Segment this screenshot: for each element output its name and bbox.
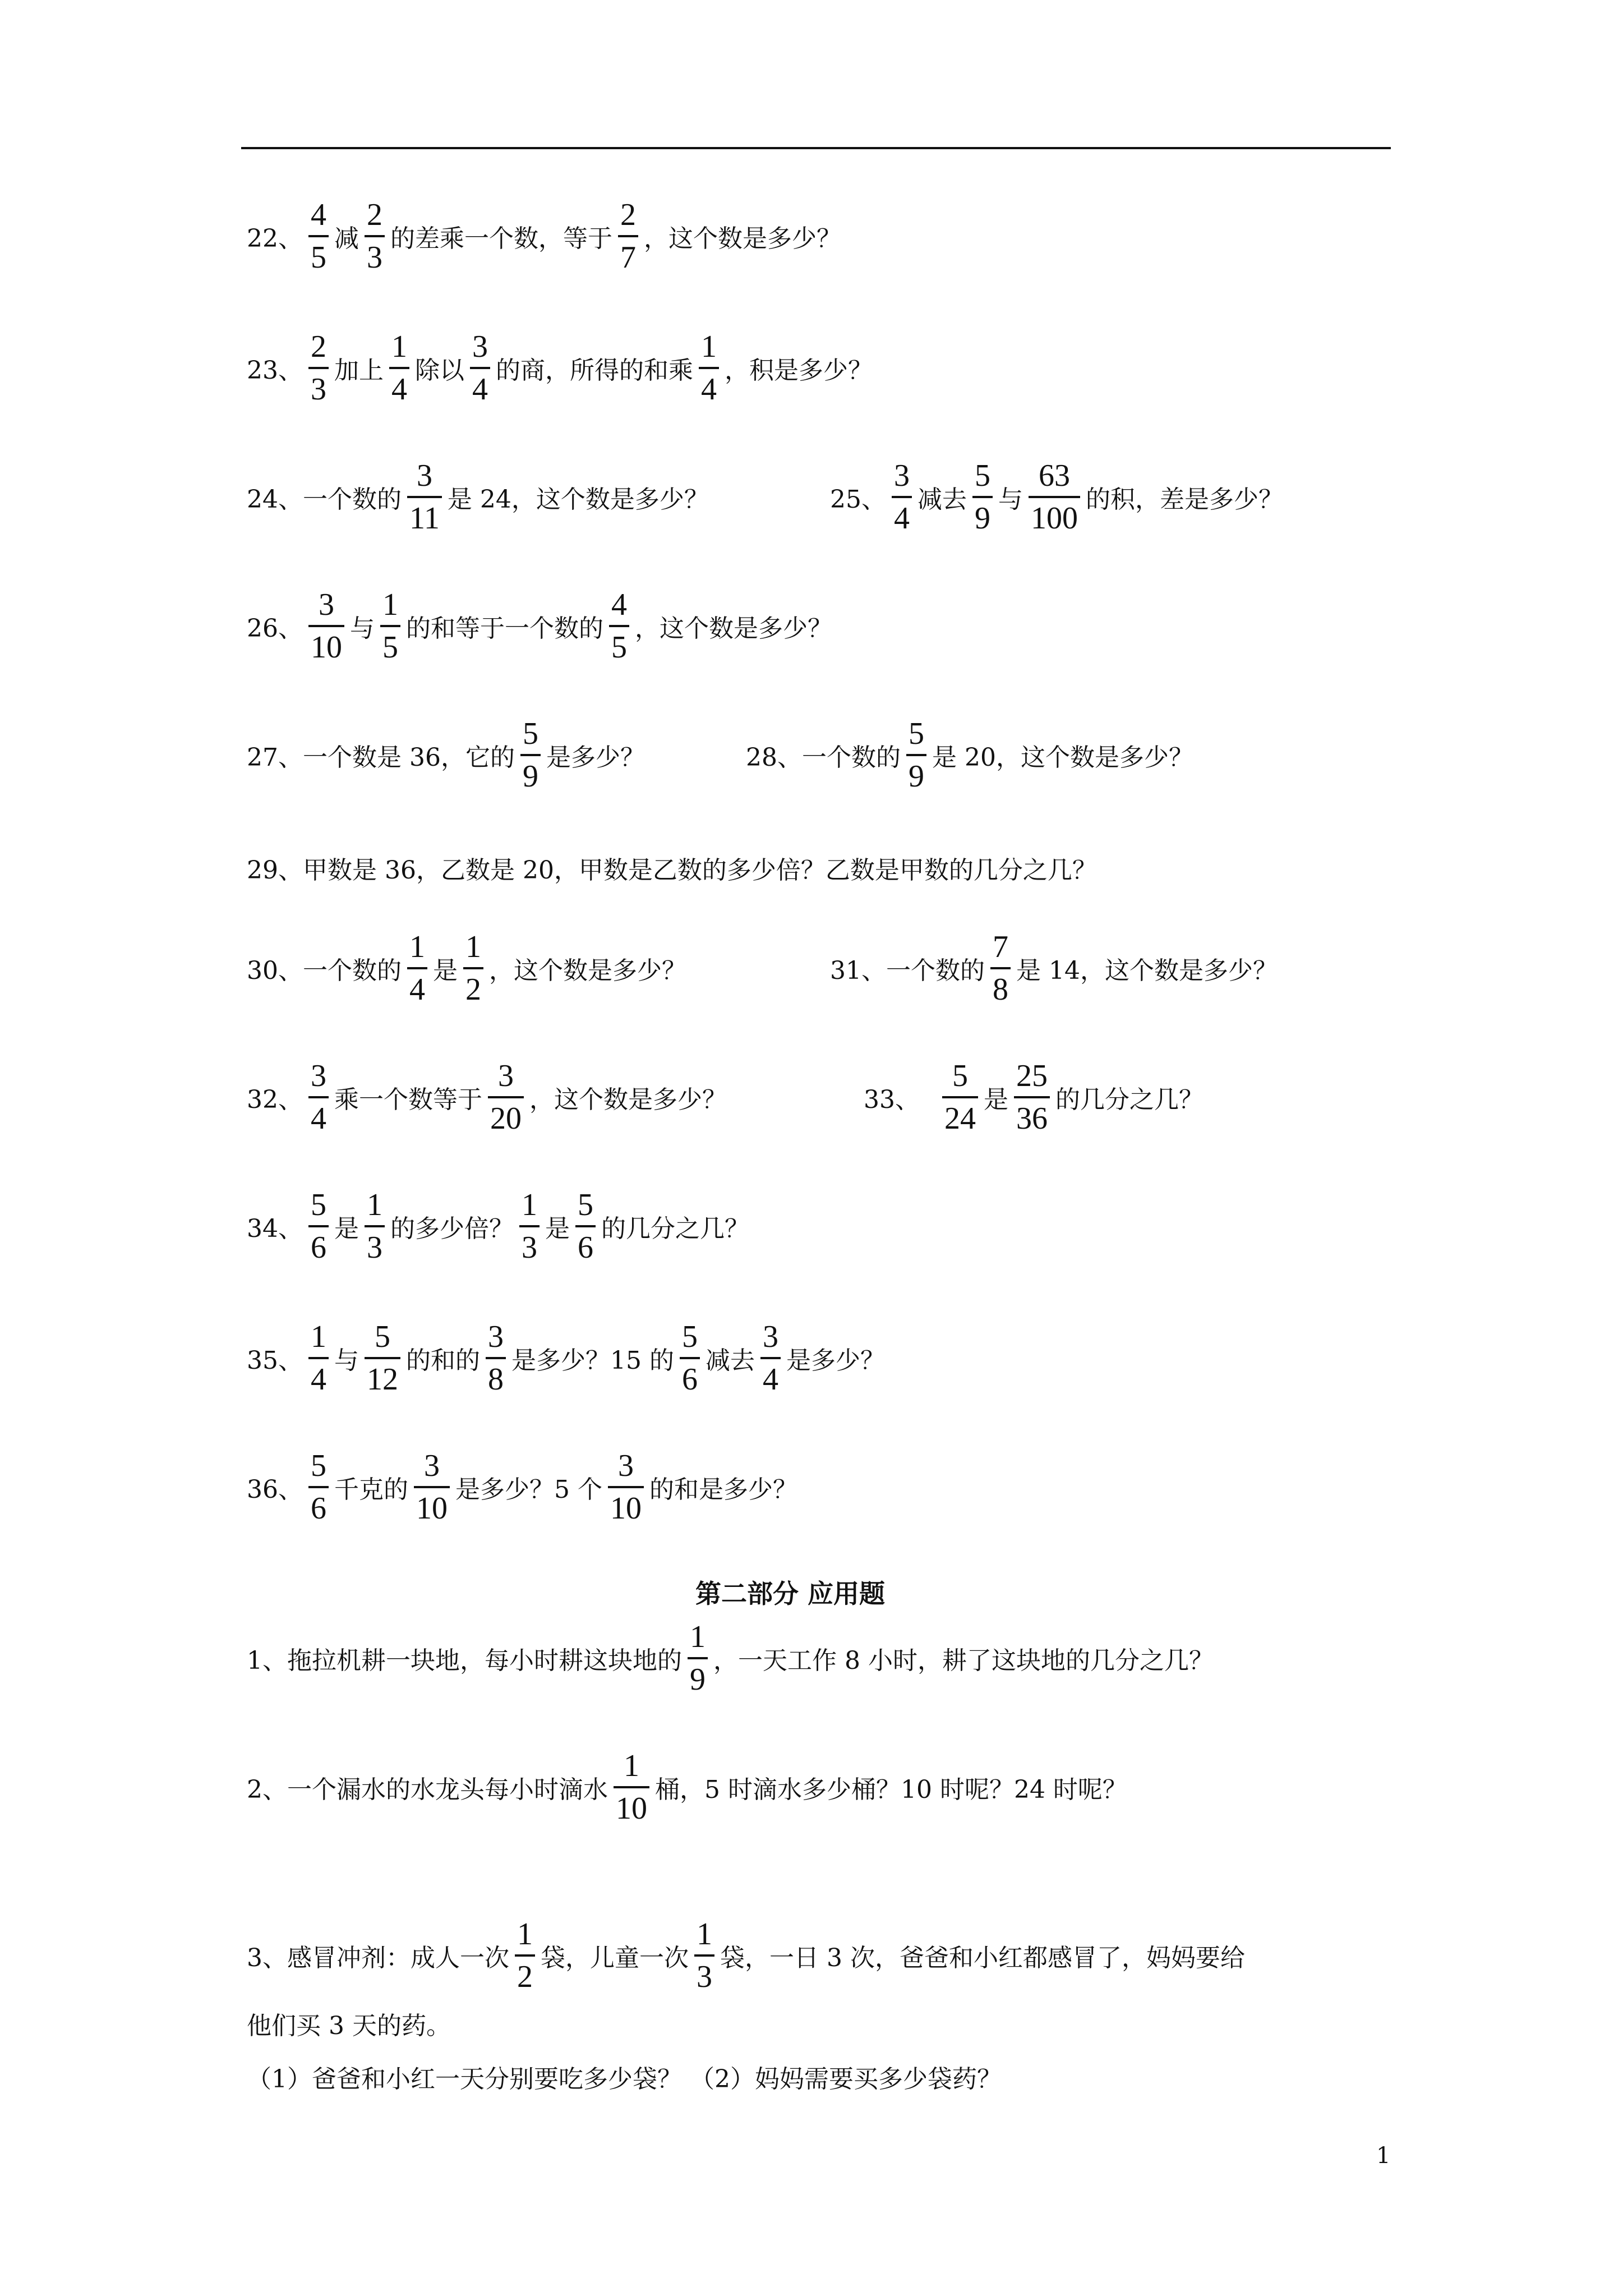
fraction: $\frac{3}{10}$ bbox=[308, 589, 344, 663]
question-number: 35、 bbox=[247, 1346, 303, 1375]
fraction: $\frac{4}{5}$ bbox=[609, 589, 629, 663]
fraction: $\frac{1}{3}$ bbox=[365, 1189, 385, 1263]
page-number: 1 bbox=[1376, 2143, 1391, 2169]
fraction: $\frac{2}{3}$ bbox=[365, 199, 385, 273]
question-25: 25、 $\frac{3}{4}$ 减去 $\frac{5}{9}$ 与 $\frac{63}{100}$ 的积，差是多少？ bbox=[830, 458, 1283, 536]
fraction: $\frac{3}{20}$ bbox=[488, 1060, 524, 1134]
fraction: $\frac{3}{4}$ bbox=[470, 331, 490, 405]
fraction: $\frac{5}{9}$ bbox=[972, 460, 993, 534]
word-problem-2: 2、一个漏水的水龙头每小时滴水 $\frac{1}{10}$ 桶，5 时滴水多少桶？10 时呢？24 时呢？ bbox=[247, 1749, 1127, 1826]
fraction: $\frac{1}{5}$ bbox=[380, 589, 400, 663]
question-36: 36、 $\frac{5}{6}$ 千克的 $\frac{3}{10}$ 是多少？5 个 $\frac{3}{10}$ 的和是多少？ bbox=[247, 1448, 797, 1526]
fraction: $\frac{1}{4}$ bbox=[407, 931, 427, 1005]
question-number: 23、 bbox=[247, 356, 303, 385]
fraction: $\frac{1}{3}$ bbox=[694, 1918, 714, 1993]
fraction: $\frac{1}{10}$ bbox=[614, 1750, 649, 1824]
question-22: 22、 $\frac{4}{5}$ 减 $\frac{2}{3}$ 的差乘一个数，等于 $\frac{2}{7}$ ，这个数是多少？ bbox=[247, 197, 841, 275]
fraction: $\frac{3}{4}$ bbox=[892, 460, 912, 534]
fraction: $\frac{5}{24}$ bbox=[942, 1060, 978, 1134]
question-34: 34、 $\frac{5}{6}$ 是 $\frac{1}{3}$ 的多少倍？ $\frac{1}{3}$ 是 $\frac{5}{6}$ 的几分之几？ bbox=[247, 1188, 749, 1265]
question-24: 24、 一个数的 $\frac{3}{11}$ 是 24，这个数是多少？ bbox=[247, 458, 709, 536]
fraction: $\frac{5}{6}$ bbox=[308, 1450, 329, 1524]
question-number: 34、 bbox=[247, 1214, 303, 1243]
question-number: 22、 bbox=[247, 224, 303, 253]
question-28: 28、 一个数的 $\frac{5}{9}$ 是 20，这个数是多少？ bbox=[746, 716, 1193, 794]
question-number: 36、 bbox=[247, 1475, 303, 1504]
fraction: $\frac{25}{36}$ bbox=[1014, 1060, 1050, 1134]
fraction: $\frac{5}{9}$ bbox=[906, 718, 926, 792]
fraction: $\frac{5}{9}$ bbox=[520, 718, 541, 792]
fraction: $\frac{3}{11}$ bbox=[407, 460, 442, 534]
question-number: 25、 bbox=[830, 485, 886, 514]
section-heading: 第二部分 应用题 bbox=[695, 1579, 886, 1609]
fraction: $\frac{3}{10}$ bbox=[608, 1450, 644, 1524]
fraction: $\frac{1}{3}$ bbox=[519, 1189, 540, 1263]
fraction: $\frac{5}{6}$ bbox=[680, 1321, 700, 1395]
fraction: $\frac{1}{4}$ bbox=[308, 1321, 329, 1395]
fraction: $\frac{4}{5}$ bbox=[308, 199, 329, 273]
fraction: $\frac{1}{2}$ bbox=[515, 1918, 535, 1993]
question-29: 29、甲数是 36，乙数是 20，甲数是乙数的多少倍？乙数是甲数的几分之几？ bbox=[247, 856, 1097, 885]
fraction: $\frac{3}{4}$ bbox=[760, 1321, 781, 1395]
question-35: 35、 $\frac{1}{4}$ 与 $\frac{5}{12}$ 的和的 $\frac{3}{8}$ 是多少？15 的 $\frac{5}{6}$ 减去 $\frac{3}{4}$ 是多少？ bbox=[247, 1319, 885, 1397]
header-rule bbox=[241, 147, 1391, 149]
question-33: 33、 $\frac{5}{24}$ 是 $\frac{25}{36}$ 的几分之几？ bbox=[864, 1059, 1204, 1136]
fraction: $\frac{5}{12}$ bbox=[365, 1321, 400, 1395]
fraction: $\frac{1}{9}$ bbox=[688, 1621, 708, 1695]
question-number: 30、 bbox=[247, 956, 303, 985]
fraction: $\frac{2}{7}$ bbox=[618, 199, 638, 273]
question-number: 28、 bbox=[746, 743, 802, 772]
fraction: $\frac{2}{3}$ bbox=[308, 331, 329, 405]
fraction: $\frac{1}{4}$ bbox=[389, 331, 409, 405]
question-23: 23、 $\frac{2}{3}$ 加上 $\frac{1}{4}$ 除以 $\frac{3}{4}$ 的商，所得的和乘 $\frac{1}{4}$ ，积是多少？ bbox=[247, 329, 873, 407]
word-problem-1: 1、拖拉机耕一块地，每小时耕这块地的 $\frac{1}{9}$ ，一天工作 8 小时，耕了这块地的几分之几？ bbox=[247, 1619, 1214, 1697]
question-32: 32、 $\frac{3}{4}$ 乘一个数等于 $\frac{3}{20}$ ，这个数是多少？ bbox=[247, 1059, 727, 1136]
fraction: $\frac{5}{6}$ bbox=[308, 1189, 329, 1263]
fraction: $\frac{1}{2}$ bbox=[463, 931, 483, 1005]
fraction: $\frac{5}{6}$ bbox=[575, 1189, 596, 1263]
question-number: 27、 bbox=[247, 743, 303, 772]
fraction: $\frac{63}{100}$ bbox=[1029, 460, 1080, 534]
fraction: $\frac{7}{8}$ bbox=[990, 931, 1011, 1005]
question-30: 30、 一个数的 $\frac{1}{4}$ 是 $\frac{1}{2}$ ，这个数是多少？ bbox=[247, 930, 686, 1007]
question-27: 27、 一个数是 36，它的 $\frac{5}{9}$ 是多少？ bbox=[247, 716, 645, 794]
question-26: 26、 $\frac{3}{10}$ 与 $\frac{1}{5}$ 的和等于一个数的 $\frac{4}{5}$ ，这个数是多少？ bbox=[247, 587, 832, 665]
word-problem-3: 3、感冒冲剂：成人一次 $\frac{1}{2}$ 袋，儿童一次 $\frac{1}{3}$ 袋，一日 3 次，爸爸和小红都感冒了，妈妈要给 bbox=[247, 1917, 1245, 1994]
question-number: 26、 bbox=[247, 614, 303, 643]
word-problem-3-line2: 他们买 3 天的药。 bbox=[247, 2012, 451, 2040]
question-number: 31、 bbox=[830, 956, 886, 985]
word-problem-3-subquestions: （1）爸爸和小红一天分别要吃多少袋？ （2）妈妈需要买多少袋药？ bbox=[247, 2065, 1002, 2093]
question-number: 32、 bbox=[247, 1085, 303, 1114]
question-number: 33、 bbox=[864, 1085, 920, 1114]
fraction: $\frac{3}{4}$ bbox=[308, 1060, 329, 1134]
question-number: 24、 bbox=[247, 485, 303, 514]
fraction: $\frac{3}{10}$ bbox=[414, 1450, 450, 1524]
fraction: $\frac{1}{4}$ bbox=[699, 331, 719, 405]
fraction: $\frac{3}{8}$ bbox=[486, 1321, 506, 1395]
question-31: 31、 一个数的 $\frac{7}{8}$ 是 14，这个数是多少？ bbox=[830, 930, 1278, 1007]
